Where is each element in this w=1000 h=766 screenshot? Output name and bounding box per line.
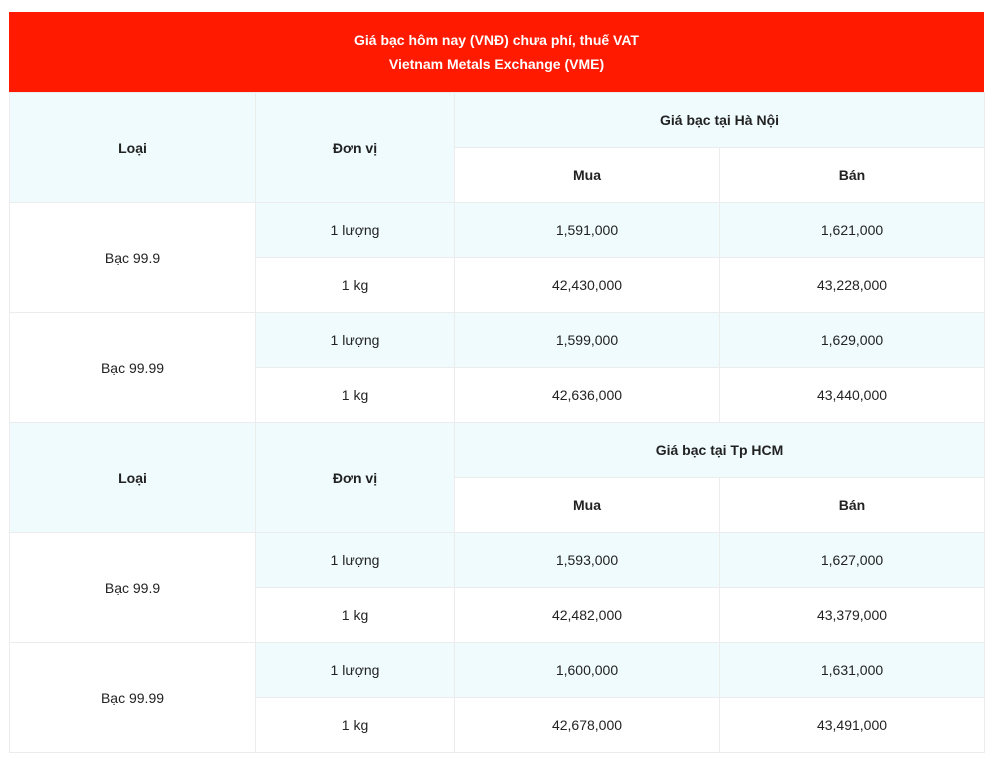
sell-price: 1,627,000 <box>720 533 985 588</box>
banner-title: Giá bạc hôm nay (VNĐ) chưa phí, thuế VAT <box>354 32 639 48</box>
sell-price: 43,379,000 <box>720 588 985 643</box>
buy-price: 1,599,000 <box>455 313 720 368</box>
unit-cell: 1 kg <box>256 698 455 753</box>
table-row <box>10 533 985 588</box>
header-buy: Mua <box>455 148 720 203</box>
buy-price: 42,482,000 <box>455 588 720 643</box>
product-name: Bạc 99.99 <box>10 643 256 753</box>
unit-cell: 1 kg <box>256 368 455 423</box>
buy-price: 42,678,000 <box>455 698 720 753</box>
header-sell: Bán <box>720 148 985 203</box>
sell-price: 1,629,000 <box>720 313 985 368</box>
table-header-row <box>10 93 985 148</box>
table-header-row <box>10 423 985 478</box>
buy-price: 1,591,000 <box>455 203 720 258</box>
unit-cell: 1 kg <box>256 258 455 313</box>
header-unit: Đơn vị <box>256 93 455 203</box>
silver-price-table <box>9 92 985 753</box>
product-name: Bạc 99.99 <box>10 313 256 423</box>
header-unit: Đơn vị <box>256 423 455 533</box>
buy-price: 1,600,000 <box>455 643 720 698</box>
sell-price: 43,440,000 <box>720 368 985 423</box>
product-name: Bạc 99.9 <box>10 203 256 313</box>
unit-cell: 1 lượng <box>256 313 455 368</box>
buy-price: 42,636,000 <box>455 368 720 423</box>
header-buy: Mua <box>455 478 720 533</box>
product-name: Bạc 99.9 <box>10 533 256 643</box>
banner-subtitle: Vietnam Metals Exchange (VME) <box>388 56 605 72</box>
table-row <box>10 203 985 258</box>
header-sell: Bán <box>720 478 985 533</box>
unit-cell: 1 lượng <box>256 203 455 258</box>
header-type: Loại <box>10 93 256 203</box>
table-row <box>10 643 985 698</box>
table-row <box>10 313 985 368</box>
sell-price: 1,631,000 <box>720 643 985 698</box>
sell-price: 1,621,000 <box>720 203 985 258</box>
header-location: Giá bạc tại Hà Nội <box>455 93 985 148</box>
sell-price: 43,228,000 <box>720 258 985 313</box>
buy-price: 1,593,000 <box>455 533 720 588</box>
unit-cell: 1 lượng <box>256 643 455 698</box>
header-type: Loại <box>10 423 256 533</box>
unit-cell: 1 lượng <box>256 533 455 588</box>
header-location: Giá bạc tại Tp HCM <box>455 423 985 478</box>
buy-price: 42,430,000 <box>455 258 720 313</box>
sell-price: 43,491,000 <box>720 698 985 753</box>
silver-price-widget <box>9 12 984 753</box>
unit-cell: 1 kg <box>256 588 455 643</box>
price-banner <box>9 12 984 92</box>
